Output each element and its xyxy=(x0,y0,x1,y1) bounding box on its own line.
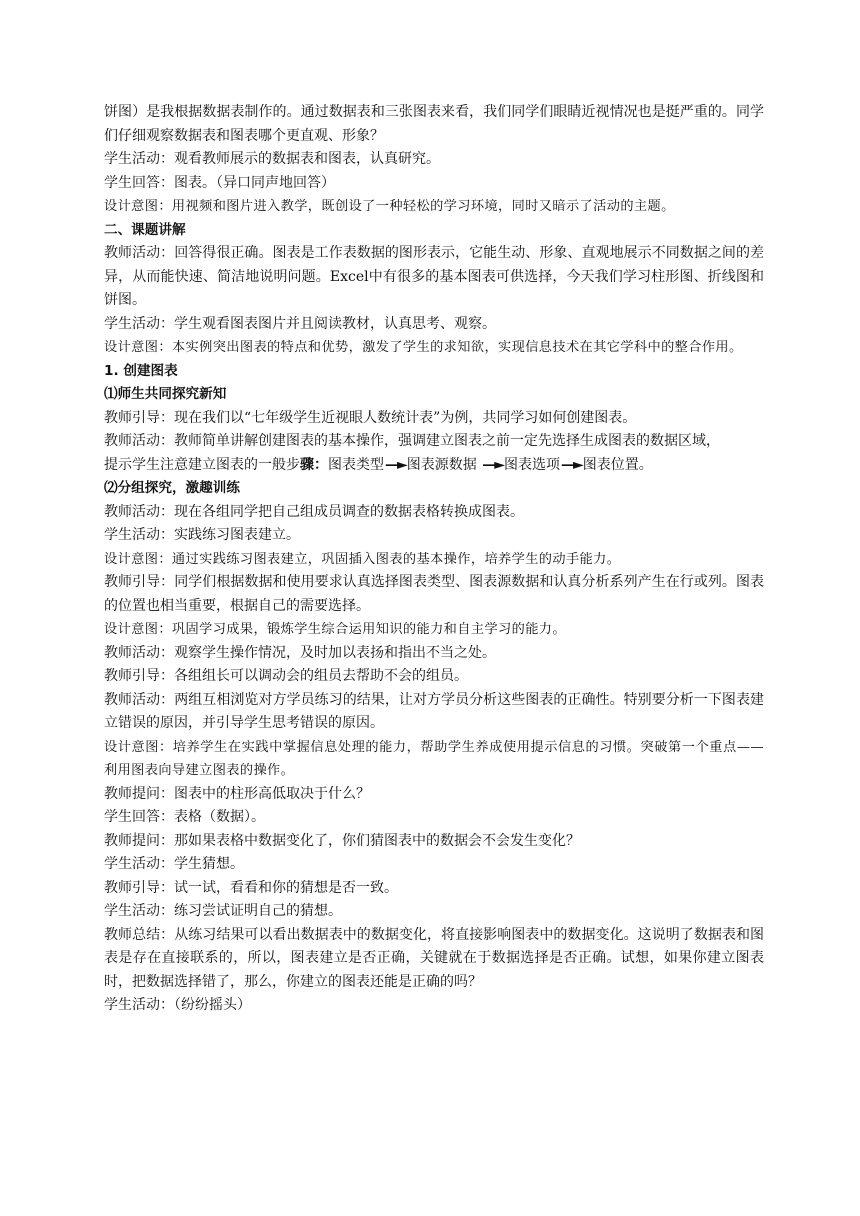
document-page xyxy=(104,101,764,1018)
step-chart-options: 图表选项 xyxy=(504,456,561,473)
subsection-heading: 1. 创建图表 xyxy=(104,362,178,379)
paragraph-student-activity: 学生活动：实践练习图表建立。 xyxy=(104,527,300,543)
paragraph-student-activity: 学生活动：（纷纷摇头） xyxy=(104,997,251,1013)
paragraph-design-intent: 设计意图：培养学生在实践中掌握信息处理的能力，帮助学生养成使用提示信息的习惯。突破第一个重点——利用图表向导建立图表的操作。 xyxy=(104,739,764,778)
paragraph-teacher-activity: 教师活动：现在各组同学把自己组成员调查的数据表格转换成图表。 xyxy=(104,503,524,520)
paragraph-student-answer: 学生回答：图表。（异口同声地回答） xyxy=(104,174,335,191)
paragraph-teacher-question: 教师提问：图表中的柱形高低取决于什么？ xyxy=(104,785,370,802)
steps-label: 骤： xyxy=(300,456,328,473)
paragraph-teacher-activity: 教师活动：观察学生操作情况，及时加以表扬和指出不当之处。 xyxy=(104,644,496,661)
paragraph-design-intent: 设计意图：本实例突出图表的特点和优势，激发了学生的求知欲，实现信息技术在其它学科中的整合作用。 xyxy=(104,340,743,355)
step-chart-type: 图表类型 xyxy=(328,456,384,473)
paragraph-teacher-guide: 教师引导：同学们根据数据和使用要求认真选择图表类型、图表源数据和认真分析系列产生在行或列。图表的位置也相当重要，根据自己的需要选择。 xyxy=(104,574,764,614)
paragraph-teacher-activity: 教师活动：回答得很正确。图表是工作表数据的图形表示，它能生动、形象、直观地展示不同数据之间的差异，从而能快速、简洁地说明问题。Excel中有很多的基本图表可供选择，今天我们学习柱形图、折线图和饼图。 xyxy=(104,245,764,308)
subsection-heading: ⑵分组探究，激趣训练 xyxy=(104,480,240,496)
step-chart-location: 图表位置。 xyxy=(582,456,653,473)
paragraph-design-intent: 设计意图：巩固学习成果，锻炼学生综合运用知识的能力和自主学习的能力。 xyxy=(104,622,566,637)
paragraph-teacher-activity: 教师活动：两组互相浏览对方学员练习的结果，让对方学员分析这些图表的正确性。特别要分析一下图表建立错误的原因，并引导学生思考错误的原因。 xyxy=(104,691,764,731)
step-source-data: 图表源数据 xyxy=(406,456,477,473)
paragraph-student-activity: 学生活动：练习尝试证明自己的猜想。 xyxy=(104,903,342,919)
paragraph-student-activity: 学生活动：学生猜想。 xyxy=(104,856,244,872)
paragraph-teacher-summary: 教师总结：从练习结果可以看出数据表中的数据变化，将直接影响图表中的数据变化。这说明了数据表和图表是存在直接联系的，所以，图表建立是否正确，关键就在于数据选择是否正确。试想，如果你建立图表时，把数据选择错了，那么，你建立的图表还能是正确的吗？ xyxy=(104,926,764,990)
paragraph-text: 教师活动：教师简单讲解创建图表的基本操作，强调建立图表之前一定先选择生成图表的数据区域， xyxy=(104,433,720,449)
paragraph-student-activity: 学生活动：观看教师展示的数据表和图表，认真研究。 xyxy=(104,151,440,167)
paragraph-design-intent: 设计意图：通过实践练习图表建立，巩固插入图表的基本操作，培养学生的动手能力。 xyxy=(104,551,621,567)
paragraph-teacher-question: 教师提问：那如果表格中数据变化了，你们猜图表中的数据会不会发生变化？ xyxy=(104,832,580,849)
paragraph-teacher-guide: 教师引导：试一试，看看和你的猜想是否一致。 xyxy=(104,879,398,896)
steps-prefix: 提示学生注意建立图表的一般步 xyxy=(104,456,300,473)
paragraph-student-activity: 学生活动：学生观看图表图片并且阅读教材，认真思考、观察。 xyxy=(104,315,496,332)
section-heading: 二、课题讲解 xyxy=(104,221,186,238)
chart-steps xyxy=(104,457,653,473)
paragraph-design-intent: 设计意图：用视频和图片进入教学，既创设了一种轻松的学习环境，同时又暗示了活动的主题。 xyxy=(104,199,675,214)
paragraph-student-answer: 学生回答：表格（数据）。 xyxy=(104,809,265,825)
paragraph-teacher-guide: 教师引导：各组组长可以调动会的组员去帮助不会的组员。 xyxy=(104,668,468,684)
paragraph-teacher-activity xyxy=(104,430,764,477)
arrow-right-icon: —► xyxy=(561,456,582,473)
arrow-right-icon: —► xyxy=(385,456,406,473)
arrow-right-icon: —► xyxy=(482,456,504,473)
subsection-heading: ⑴师生共同探究新知 xyxy=(104,386,227,402)
paragraph-chart-intro: 饼图）是我根据数据表制作的。通过数据表和三张图表来看，我们同学们眼睛近视情况也是挺严重的。同学们仔细观察数据表和图表哪个更直观、形象？ xyxy=(104,104,764,144)
paragraph-teacher-guide: 教师引导：现在我们以“七年级学生近视眼人数统计表”为例，共同学习如何创建图表。 xyxy=(104,409,637,426)
